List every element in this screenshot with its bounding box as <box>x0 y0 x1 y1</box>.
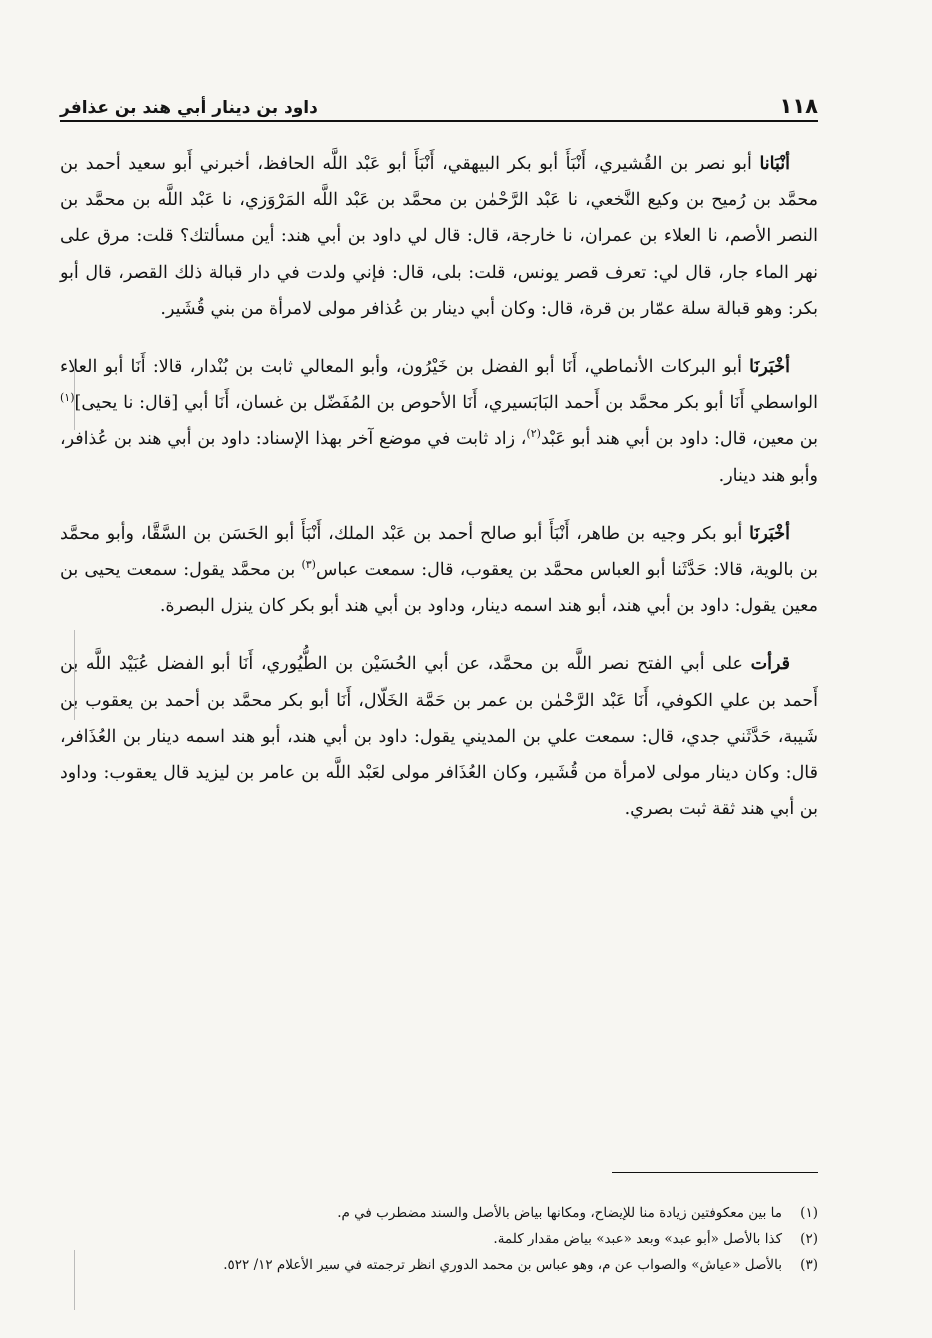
paragraph-1 <box>60 146 818 327</box>
paragraph-text: أبو نصر بن القُشيري، أَنْبَأَ أبو بكر البيهقي، أَنْبَأَ أبو عَبْد اللَّه الحافظ، أخبرني أَبو سعيد أحمد بن محمَّد بن رُميح بن وكيع النَّخعي، نا عَبْد الرَّحْمٰن بن محمَّد بن عَبْد اللَّه المَرْوَزي، نا عَبْد اللَّه بن محمَّد بن النصر الأصم، نا العلاء بن عمران، نا خارجة، قال: قال لي داود بن أبي هند: أين مسألتك؟ قلت: مرق على نهر الماء جار، قال لي: تعرف قصر يونس، قلت: بلى، قال: فإني ولدت في دار قبالة ذلك القصر، قال أبو بكر: وهو قبالة سلة عمّار بن قرة، قال: وكان أبي دينار بن عُذافر مولى لامرأة من بني قُشَير. <box>60 154 818 319</box>
scan-margin-mark <box>74 360 75 430</box>
footnote-2 <box>60 1226 818 1252</box>
paragraph-3 <box>60 516 818 625</box>
footnotes <box>60 1200 818 1278</box>
scan-margin-mark <box>74 630 75 720</box>
footnote-ref-2[interactable]: (٢) <box>526 427 541 441</box>
paragraph-text: بن معين، قال: داود بن أبي هند أبو عَبْد <box>540 429 819 450</box>
running-title: داود بن دينار أبي هند بن عذافر <box>60 98 318 118</box>
footnote-text: كذا بالأصل «أبو عبد» وبعد «عبد» بياض مقدار كلمة. <box>493 1231 782 1247</box>
paragraph-lead-word: أخْبَرنَا <box>749 357 790 378</box>
page-header <box>60 82 818 118</box>
footnote-ref-3[interactable]: (٣) <box>301 558 316 572</box>
footnote-text: بالأصل «عياش» والصواب عن م، وهو عباس بن محمد الدوري انظر ترجمته في سير الأعلام ١٢/ ٥٢٢. <box>223 1257 782 1273</box>
paragraph-4 <box>60 646 818 827</box>
footnote-number: (١) <box>800 1205 818 1221</box>
paragraph-text: أبو بكر وجيه بن طاهر، أَنْبَأَ أبو صالح أحمد بن عَبْد الملك، أَنْبَأَ أبو الحَسَن بن السَّقَّا، وأبو محمَّد بن بالوية، قالا: حَدَّثَنا أبو العباس محمَّد بن يعقوب، قال: سمعت عباس <box>60 523 818 581</box>
paragraph-lead-word: أنْبَانا <box>759 154 790 174</box>
paragraph-text: بن محمَّد يقول: سمعت يحيى بن معين يقول: داود بن أبي هند، أبو هند اسمه دينار، وداود بن أبي هند أبو بكر كان ينزل البصرة. <box>60 560 818 617</box>
footnote-3 <box>60 1252 818 1278</box>
footnote-number: (٣) <box>800 1257 818 1273</box>
footnote-separator <box>612 1172 818 1173</box>
paragraph-text: ، زاد ثابت في موضع آخر بهذا الإسناد: داود بن أبي هند بن عُذافر، وأبو هند دينار. <box>60 429 818 486</box>
body-text <box>60 146 818 849</box>
footnote-1 <box>60 1200 818 1226</box>
header-rule <box>60 120 818 122</box>
paragraph-text: أبو البركات الأنماطي، أَنَا أبو الفضل بن خَيْرُون، وأبو المعالي ثابت بن بُنْدار، قالا: أَنَا أبو العلاء الواسطي أَنَا أبو بكر محمَّد بن أَحمد البَابَسيري، أَنَا الأحوص بن المُفَضّل بن غسان، أَنَا أبي [قال: نا يحيى] <box>60 357 818 414</box>
scan-margin-mark <box>74 1250 75 1310</box>
paragraph-lead-word: أخْبَرنَا <box>749 523 790 544</box>
paragraph-2 <box>60 349 818 494</box>
page-number: ١١٨ <box>779 94 818 118</box>
footnote-ref-1[interactable]: (١) <box>60 391 75 405</box>
paragraph-text: على أبي الفتح نصر اللَّه بن محمَّد، عن أبي الحُسَيْن بن الطُّيُوري، أَنَا أبو الفضل عُبَيْد اللَّه بن أَحمد بن علي الكوفي، أَنَا عَبْد الرَّحْمٰن بن عمر بن حَمَّة الخَلّال، أَنَا أبو بكر محمَّد بن أحمد بن يعقوب بن شَيبة، حَدَّثَني جدي، قال: سمعت علي بن المديني يقول: داود بن أبي هند، أبو هند اسمه دينار بن العُذَافر، قال: وكان دينار مولى لامرأة من قُشَير، وكان العُذَافر مولى لعَبْد اللَّه بن عامر بن ليزيد قال يعقوب: وداود بن أبي هند ثقة ثبت بصري. <box>60 654 818 820</box>
footnote-text: ما بين معكوفتين زيادة منا للإيضاح، ومكانها بياض بالأصل والسند مضطرب في م. <box>337 1205 782 1221</box>
footnote-number: (٢) <box>800 1231 818 1247</box>
paragraph-lead-word: قرأت <box>750 654 790 675</box>
